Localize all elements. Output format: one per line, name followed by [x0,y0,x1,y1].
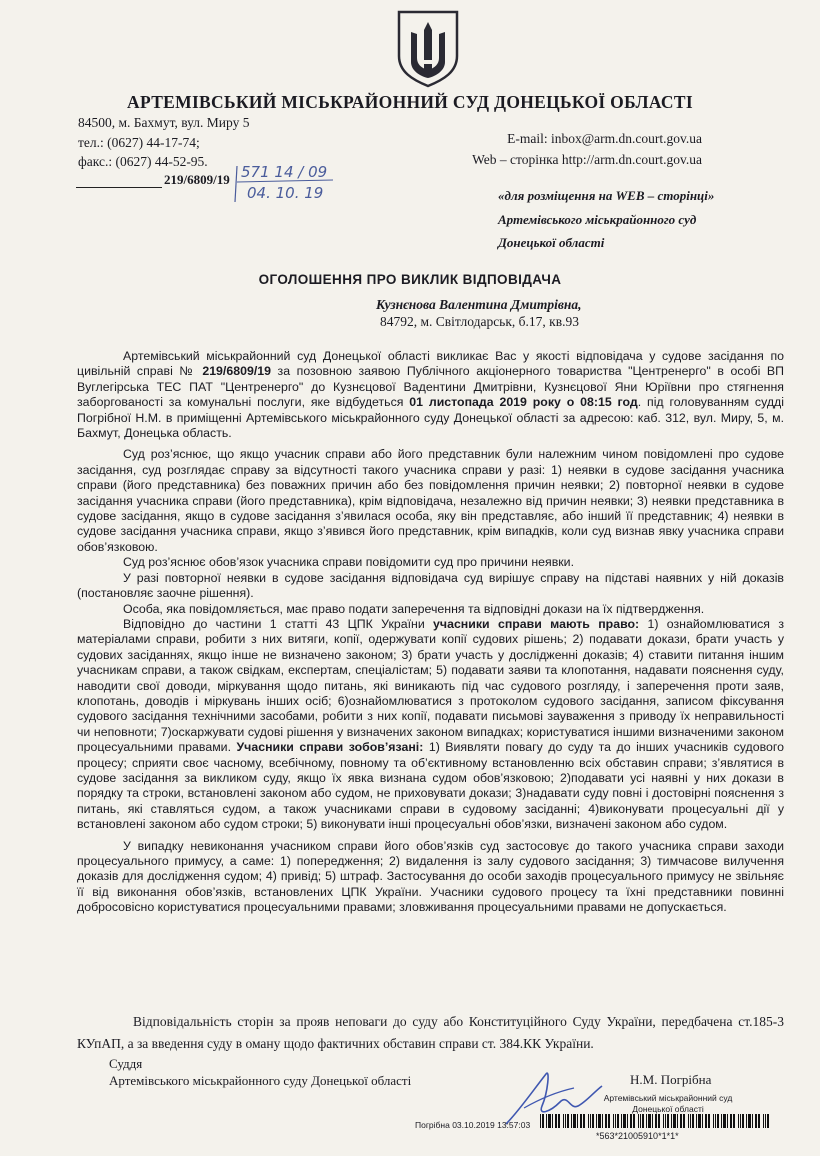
barcode-caption: *563*21005910*1*1* [596,1131,679,1141]
barcode-bar [633,1114,635,1128]
summons-hearing-date: 01 листопада 2019 року о 08:15 год [409,395,638,410]
judge-title-block [109,1055,411,1089]
barcode-bar [755,1114,757,1128]
barcode-bar [652,1114,653,1128]
barcode-bar [767,1114,769,1128]
addressee-address: 84792, м. Світлодарськ, б.17, кв.93 [380,314,579,329]
barcode-bar [540,1114,541,1128]
barcode-bar [683,1114,685,1128]
judge-court: Артемівського міськрайонного суду Донецької області [109,1073,412,1088]
barcode-bar [638,1114,639,1128]
barcode-bar [552,1114,553,1128]
court-stamp-text [588,1093,748,1115]
barcode-bar [665,1114,666,1128]
barcode-bar [630,1114,632,1128]
liability-paragraph [77,1011,784,1055]
barcode-bar [717,1114,719,1128]
barcode-bar [740,1114,741,1128]
barcode-bar [627,1114,628,1128]
barcode-bar [546,1114,547,1128]
barcode-bar [658,1114,660,1128]
barcode-bar [648,1114,651,1128]
court-address: 84500, м. Бахмут, вул. Миру 5 [78,115,250,130]
barcode-bar [590,1114,591,1128]
barcode-bar [642,1114,644,1128]
barcode-bar [727,1114,728,1128]
barcode-bar [615,1114,616,1128]
duties-list: 1) Виявляти повагу до суду та до інших учасників судового процесу; сприяти своє часному, всебічному, повному та об’єктивному встановленню всіх обставин справи; з’являтися в судове засідання за викликом суду, якщо їх явка визнана судом обов’язковою; 2)подавати усі наявні у них докази в порядку та строки, встановлені законом або судом, не приховувати докази; 3)надавати суду повні і достовірні пояснення з питань, які ставляться судом, а також учасниками справи в судовому засіданні; 4)виконувати процесуальні дії у встановлені законом або судом строки; 5) виконувати інші процесуальні обов’язки, визначені законом або судом. [77,740,785,832]
barcode-bar [577,1114,578,1128]
paragraph-absence-rules: Суд роз’яснює, що якщо учасник справи або його представник були належним чином повідомлені про судове засідання, суд розглядає справу за відсутності такого учасника справи у разі: 1) неявки в судове засідання учасника справи (його представника) без поважних причин або без повідомлення причин неявки; 2) повторної неявки в судове засідання учасника справи (його представника), крім відповідача, незалежно від причин неявки; 3) неявки представника в судове засідання, якщо в судове засідання з’явилася особа, яку він представляє, або інший її представник; 4) неявки в судове засідання учасника справи, якщо з’явився його представник, крім випадків, коли суд визнав явку учасника справи обов’язковою. [77,447,784,554]
barcode-bar [571,1114,572,1128]
barcode-bar [733,1114,735,1128]
court-contacts-left [78,113,249,172]
barcode-bar [688,1114,689,1128]
court-email: E-mail: inbox@arm.dn.court.gov.ua [507,131,702,146]
paragraph-notify-duty: Суд роз’яснює обов’язок учасника справи повідомити суд про причини неявки. [123,555,574,570]
barcode-bar [738,1114,739,1128]
web-note-line1: «для розміщення на WEB – сторінці» [498,188,715,203]
barcode-bar [692,1114,694,1128]
barcode-bar [677,1114,678,1128]
paragraph-summons [77,349,784,441]
barcode-bar [763,1114,764,1128]
paragraph-objection-right: Особа, яка повідомляється, має право подати заперечення та відповідні докази на їх підтвердження. [123,601,705,616]
summons-text-a: Артемівський міськрайонний суд Донецької області викликає Вас у якості відповідача у судове засідання по цивільній справі № [77,349,784,379]
barcode-bar [623,1114,626,1128]
barcode-bar [746,1114,747,1128]
barcode-bar [690,1114,691,1128]
court-title: АРТЕМІВСЬКИЙ МІСЬКРАЙОННИЙ СУД ДОНЕЦЬКОЇ ОБЛАСТІ [127,92,693,112]
case-number-underline [76,187,162,188]
barcode-bar [646,1114,647,1128]
barcode-bar [765,1114,766,1128]
barcode-bar [613,1114,614,1128]
summons-case-number: 219/6809/19 [202,364,271,379]
barcode-bar [565,1114,566,1128]
court-contacts-right [430,129,702,170]
handwritten-date: 04. 10. 19 [247,184,324,202]
barcode-bar [567,1114,569,1128]
barcode-bar [655,1114,657,1128]
rights-list: 1) ознайомлюватися з матеріалами справи, робити з них витяги, копії, одержувати копії судових рішень; 2) подавати докази, брати участь у судових засіданнях, якщо інше не визначено законом; 3) брати участь у дослідженні доказів; 4) ставити питання іншим учасникам справи, а також свідкам, експертам, спеціалістам; 5) подавати заяви та клопотання, надавати пояснення суду, наводити свої доводи, міркування щодо питань, які виникають під час судового розгляду, і заперечення проти заяв, клопотань, доводів і міркувань інших осіб; 6)ознайомлюватися з протоколом судового засідання, записом фіксування судового засідання технічними засобами, робити з них копії, подавати письмові зауваження з приводу їх неправильності чи неповноти; 7)оскаржувати судові рішення у визначених законом випадках; користуватися іншими визначеними законом процесуальними правами. [77,616,784,755]
announcement-title: ОГОЛОШЕННЯ ПРО ВИКЛИК ВІДПОВІДАЧА [258,272,562,287]
rights-heading: учасники справи мають право: [433,616,640,631]
barcode-bar [563,1114,564,1128]
barcode-bar [558,1114,560,1128]
barcode-bar [580,1114,582,1128]
barcode-bar [721,1114,722,1128]
court-fax: факс.: (0627) 44-52-95. [78,154,208,169]
addressee-block [376,296,582,330]
barcode-bar [702,1114,703,1128]
barcode-bar [748,1114,751,1128]
liability-text: Відповідальність сторін за прояв неповаги до суду або Конституційного Суду України, передбачена ст.185-3 КУпАП, а за введення суду в оману щодо фактичних обставин справи ст. 384.КК України. [77,1014,784,1051]
barcode-bar [608,1114,610,1128]
barcode-bar [671,1114,672,1128]
handwritten-registration [233,162,337,204]
notice-body [77,349,784,916]
paragraph-default-judgment: У разі повторної неявки в судове засідання відповідача суд вирішує справу на підставі наявних у ній доказів (постановляє заочне рішення). [77,570,784,601]
duties-heading: Учасники справи зобов’язані: [236,740,424,755]
barcode-bar [667,1114,669,1128]
barcode-bar [696,1114,697,1128]
barcode-bar [680,1114,682,1128]
barcode-bar [640,1114,641,1128]
print-metadata: Погрібна 03.10.2019 13:57:03 [415,1120,531,1130]
summons-text-b: за позовною заявою Публічного акціонерного товариства "Центренерго" в особі ВП Вуглегірська ТЕС ПАТ "Центренерго" до Кузнєцової Вадентини Дмитрівни, Кузнєцової Яни Юріївни про стягнення заборгованості за комунальні послуги, яке відбудеться [77,364,784,410]
case-number: 219/6809/19 [164,172,230,187]
barcode-bar [708,1114,710,1128]
summons-text-c: . під головуванням судді Погрібної Н.М. в приміщенні Артемівського міськрайонного суду Донецької області за адресою: каб. 312, вул. Миру, 5, м. Бахмут, Донецька область. [77,395,784,441]
barcode-bar [713,1114,714,1128]
barcode-bar [621,1114,622,1128]
judge-name: Н.М. Погрібна [630,1072,712,1087]
barcode-bar [555,1114,557,1128]
document-barcode [540,1114,772,1128]
barcode-bar [663,1114,664,1128]
barcode-bar [673,1114,676,1128]
barcode-bar [583,1114,585,1128]
court-website: Web – сторінка http://arm.dn.court.gov.ua [472,151,702,167]
barcode-bar [617,1114,619,1128]
paragraph-rights-duties [77,617,784,833]
barcode-bar [752,1114,753,1128]
barcode-bar [730,1114,732,1128]
barcode-bar [573,1114,576,1128]
addressee-name: Кузнєнова Валентина Дмитрівна, [376,297,582,312]
barcode-bar [698,1114,701,1128]
barcode-bar [605,1114,607,1128]
web-publication-note [498,184,714,255]
web-note-line2: Артемівського міськрайонного суд [498,211,697,227]
barcode-bar [723,1114,726,1128]
handwritten-incoming-number: 571 14 / 09 [241,163,328,181]
barcode-bar [758,1114,760,1128]
barcode-bar [715,1114,716,1128]
judge-title: Суддя [109,1056,143,1071]
barcode-bar [705,1114,707,1128]
web-note-line3: Донецької області [498,235,605,250]
paragraph-coercion: У випадку невиконання учасником справи його обов’язків суд застосовує до такого учасника справи заходи процесуального примусу, а саме: 1) попередження; 2) видалення із залу судового засідання; 3) тимчасове вилучення доказів для дослідження судом; 4) привід; 5) штраф. Застосування до особи заходів процесуального примусу не звільняє її від виконання обов’язків, встановлених ЦПК України. Учасники судового процесу та їхні представники повинні добросовісно користуватися процесуальними правами; зловживання процесуальними правами не допускається. [77,838,784,915]
barcode-bar [592,1114,594,1128]
barcode-bar [602,1114,603,1128]
barcode-bar [596,1114,597,1128]
barcode-bar [548,1114,551,1128]
case-number-line [76,172,230,188]
coat-of-arms-icon [395,8,461,88]
barcode-bar [588,1114,589,1128]
barcode-bar [542,1114,544,1128]
stamp-line2: Донецької області [632,1104,704,1114]
barcode-bar [742,1114,744,1128]
court-phone: тел.: (0627) 44-17-74; [78,134,200,150]
stamp-line1: Артемівський міськрайонний суд [603,1093,733,1103]
barcode-bar [598,1114,601,1128]
rights-intro: Відповідно до частини 1 статті 43 ЦПК України [123,616,434,631]
